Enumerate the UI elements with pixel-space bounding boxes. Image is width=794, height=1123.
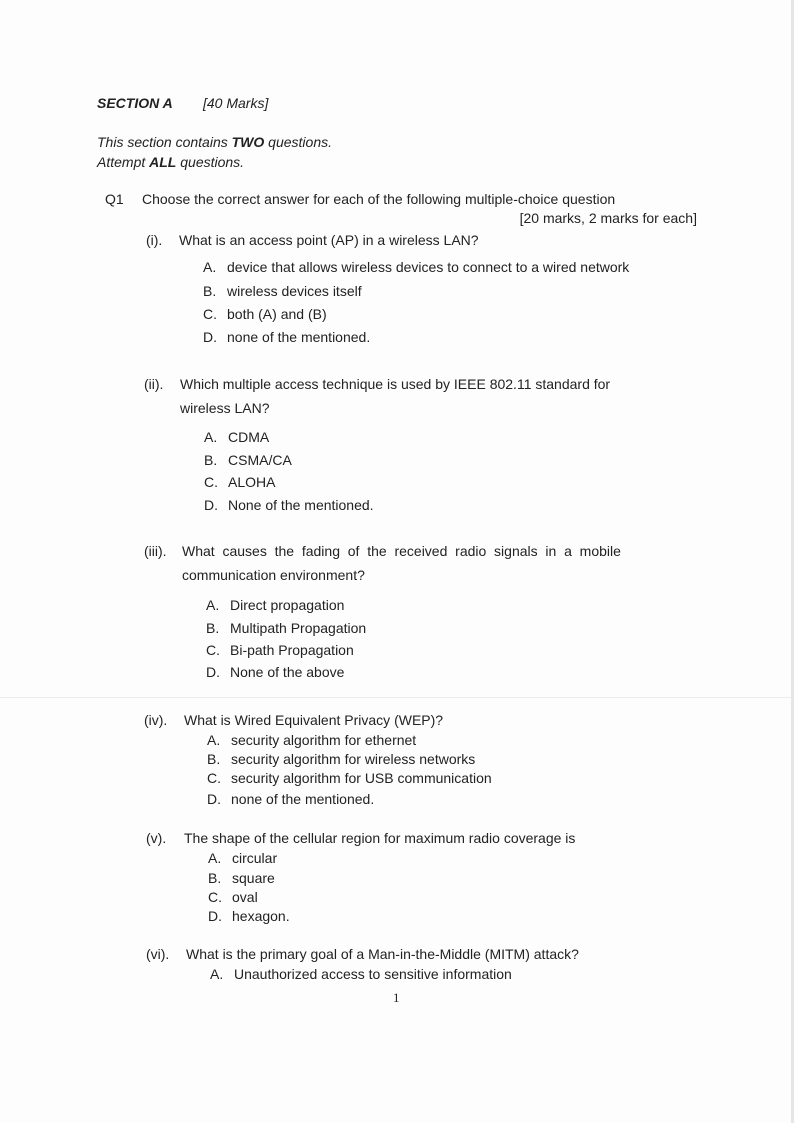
- option-label: B.: [204, 452, 218, 468]
- option-text: None of the mentioned.: [228, 497, 374, 513]
- intro-line-1: This section contains TWO questions.: [97, 134, 332, 150]
- item-question: What is an access point (AP) in a wireless LAN?: [179, 232, 479, 248]
- item-number: (iv).: [144, 712, 168, 728]
- option-label: C.: [206, 642, 220, 658]
- option-text: none of the mentioned.: [227, 329, 371, 345]
- option-label: B.: [208, 870, 222, 886]
- option-label: A.: [210, 966, 224, 982]
- option-label: A.: [207, 732, 221, 748]
- option-text: security algorithm for wireless networks: [231, 751, 476, 767]
- option-text: Unauthorized access to sensitive information: [234, 966, 512, 982]
- option-text: oval: [232, 889, 258, 905]
- item-question: What is Wired Equivalent Privacy (WEP)?: [184, 712, 444, 728]
- item-question: What is the primary goal of a Man-in-the-Middle (MITM) attack?: [186, 946, 579, 962]
- option-text: hexagon.: [232, 908, 290, 924]
- item-question: What causes the fading of the received radio signals in a mobile: [182, 543, 621, 559]
- option-label: A.: [203, 259, 217, 275]
- item-number: (i).: [146, 232, 163, 248]
- option-text: CSMA/CA: [228, 452, 292, 468]
- option-text: both (A) and (B): [227, 306, 327, 322]
- option-text: security algorithm for USB communication: [231, 770, 492, 786]
- scan-fold-line: [0, 697, 794, 698]
- item-number: (vi).: [146, 946, 170, 962]
- option-text: device that allows wireless devices to connect to a wired network: [227, 259, 630, 275]
- option-label: C.: [204, 474, 218, 490]
- option-label: D.: [204, 497, 218, 513]
- option-text: wireless devices itself: [227, 283, 362, 299]
- question-marks: [20 marks, 2 marks for each]: [519, 210, 697, 226]
- option-label: D.: [208, 908, 222, 924]
- page-number: 1: [393, 990, 400, 1005]
- item-number: (ii).: [144, 376, 164, 392]
- option-label: B.: [203, 283, 217, 299]
- section-marks: [40 Marks]: [203, 95, 269, 111]
- option-text: Bi-path Propagation: [230, 642, 354, 658]
- option-label: A.: [204, 429, 218, 445]
- option-text: square: [232, 870, 275, 886]
- option-text: none of the mentioned.: [231, 791, 375, 807]
- item-question-cont: wireless LAN?: [180, 400, 270, 416]
- option-label: D.: [207, 791, 221, 807]
- option-text: security algorithm for ethernet: [231, 732, 417, 748]
- option-label: A.: [208, 850, 222, 866]
- option-text: CDMA: [228, 429, 270, 445]
- section-title: SECTION A: [97, 95, 173, 111]
- option-text: None of the above: [230, 664, 345, 680]
- item-number: (v).: [146, 830, 167, 846]
- item-number: (iii).: [144, 543, 167, 559]
- item-question: The shape of the cellular region for maximum radio coverage is: [184, 830, 576, 846]
- option-label: C.: [208, 889, 222, 905]
- option-text: circular: [232, 850, 278, 866]
- option-label: B.: [206, 620, 220, 636]
- intro-line-2: Attempt ALL questions.: [97, 154, 245, 170]
- option-text: Direct propagation: [230, 597, 345, 613]
- option-text: ALOHA: [228, 474, 276, 490]
- question-instruction: Choose the correct answer for each of the following multiple-choice question: [142, 191, 616, 207]
- option-label: D.: [206, 664, 220, 680]
- option-label: A.: [206, 597, 220, 613]
- option-label: C.: [207, 770, 221, 786]
- option-text: Multipath Propagation: [230, 620, 367, 636]
- item-question-cont: communication environment?: [182, 567, 365, 583]
- option-label: B.: [207, 751, 221, 767]
- option-label: C.: [203, 306, 217, 322]
- item-question: Which multiple access technique is used by IEEE 802.11 standard for: [180, 376, 611, 392]
- question-number: Q1: [105, 191, 124, 207]
- option-label: D.: [203, 329, 217, 345]
